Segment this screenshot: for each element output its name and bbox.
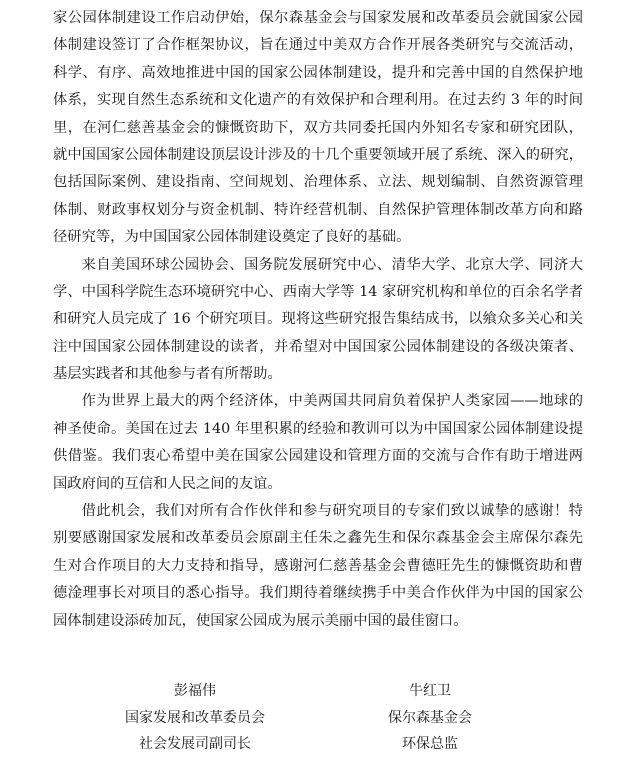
text-line: 就中国国家公园体制建设顶层设计涉及的十几个重要领域开展了系统、深入的研究， bbox=[53, 146, 583, 163]
text-line: 借此机会，我们对所有合作伙伴和参与研究项目的专家们致以诚挚的感谢！特 bbox=[81, 503, 583, 520]
paragraph bbox=[53, 252, 583, 389]
text-line: 生对合作项目的大力支持和指导，感谢河仁慈善基金会曹德旺先生的慷慨资助和曹 bbox=[53, 557, 583, 574]
text-line: 注中国国家公园体制建设的读者，并希望对中国国家公园体制建设的各级决策者、 bbox=[53, 338, 583, 355]
signatory-name: 彭福伟 bbox=[174, 683, 216, 699]
text-line: 基层实践者和其他参与者有所帮助。 bbox=[53, 366, 282, 383]
text-line: 别要感谢国家发展和改革委员会原副主任朱之鑫先生和保尔森基金会主席保尔森先 bbox=[53, 530, 583, 547]
signatory-title: 社会发展司副司长 bbox=[139, 736, 251, 752]
text-line: 体制建设签订了合作框架协议，旨在通过中美双方合作开展各类研究与交流活动， bbox=[53, 37, 583, 54]
text-line: 来自美国环球公园协会、国务院发展研究中心、清华大学、北京大学、同济大 bbox=[81, 256, 583, 273]
text-line: 里，在河仁慈善基金会的慷慨资助下，双方共同委托国内外知名专家和研究团队， bbox=[53, 119, 583, 136]
text-line: 国政府间的互信和人民之间的友谊。 bbox=[53, 475, 282, 492]
text-line: 体制、财政事权划分与资金机制、特许经营机制、自然保护管理体制改革方向和路 bbox=[53, 201, 583, 218]
text-line: 园体制建设添砖加瓦，使国家公园成为展示美丽中国的最佳窗口。 bbox=[53, 612, 468, 629]
document-body bbox=[53, 5, 583, 635]
text-line: 和研究人员完成了 16 个研究项目。现将这些研究报告集结成书，以飨众多关心和关 bbox=[53, 311, 583, 328]
text-line: 神圣使命。美国在过去 140 年里积累的经验和教训可以为中国国家公园体制建设提 bbox=[53, 420, 583, 437]
text-line: 作为世界上最大的两个经济体，中美两国共同肩负着保护人类家园——地球的 bbox=[81, 393, 583, 410]
text-line: 供借鉴。我们衷心希望中美在国家公园建设和管理方面的交流与合作有助于增进两 bbox=[53, 448, 583, 465]
paragraph bbox=[53, 388, 583, 498]
signature-block-left bbox=[95, 678, 295, 758]
text-line: 径研究等，为中国国家公园体制建设奠定了良好的基础。 bbox=[53, 229, 411, 246]
text-line: 学、中国科学院生态环境研究中心、西南大学等 14 家研究机构和单位的百余名学者 bbox=[53, 283, 583, 300]
text-line: 家公园体制建设工作启动伊始，保尔森基金会与国家发展和改革委员会就国家公园 bbox=[53, 10, 583, 26]
signatory-organization: 保尔森基金会 bbox=[388, 709, 472, 726]
signature-block-right bbox=[330, 678, 530, 758]
paragraph bbox=[53, 5, 583, 252]
text-line: 科学、有序、高效地推进中国的国家公园体制建设，提升和完善中国的自然保护地 bbox=[53, 64, 583, 81]
text-line: 德淦理事长对项目的悉心指导。我们期待着继续携手中美合作伙伴为中国的国家公 bbox=[53, 585, 583, 602]
text-line: 包括国际案例、建设指南、空间规划、治理体系、立法、规划编制、自然资源管理 bbox=[53, 174, 583, 191]
text-line: 体系，实现自然生态系统和文化遗产的有效保护和合理利用。在过去约 3 年的时间 bbox=[53, 92, 583, 109]
signatory-title: 环保总监 bbox=[402, 736, 458, 752]
paragraph bbox=[53, 498, 583, 635]
signatory-name: 牛红卫 bbox=[409, 683, 451, 699]
signatory-organization: 国家发展和改革委员会 bbox=[125, 709, 265, 726]
